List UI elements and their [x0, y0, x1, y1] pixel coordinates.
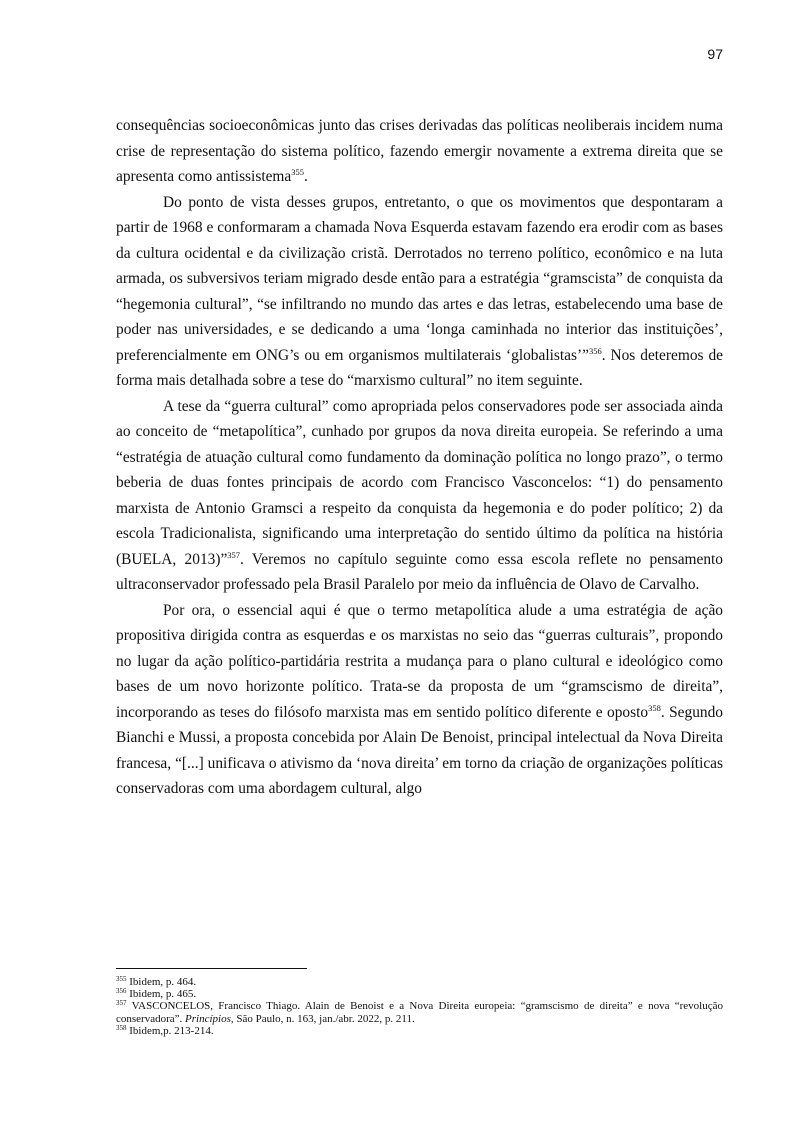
footnote	[116, 1025, 723, 1037]
footnote-number: 357	[116, 999, 127, 1008]
italic-text: Princípios	[185, 1012, 231, 1025]
footnote-number: 356	[116, 987, 127, 996]
paragraph	[116, 394, 723, 598]
text-run: .	[303, 168, 308, 185]
page-number: 97	[707, 46, 723, 62]
footnote	[116, 1000, 723, 1024]
text-run: Ibidem, p. 465.	[129, 988, 197, 1001]
paragraph	[116, 113, 723, 190]
body-text	[116, 113, 723, 802]
text-run: VASCONCELOS, Francisco Thiago. Alain de Benoist e a Nova Direita europeia: “gramscismo de direita” e nova “revolução conservadora”.	[116, 1000, 723, 1025]
text-run: . Veremos no capítulo seguinte como essa escola reflete no pensamento ultraconservador professado pela Brasil Paralelo por meio da influência de Olavo de Carvalho.	[116, 550, 724, 593]
footnote-number: 355	[116, 975, 127, 983]
paragraph	[116, 598, 723, 802]
text-run: Ibidem, p. 464.	[129, 976, 197, 988]
footnote	[116, 988, 723, 1000]
text-run: , São Paulo, n. 163, jan./abr. 2022, p. 211.	[230, 1012, 415, 1025]
text-run: Ibidem,p. 213-214.	[129, 1024, 214, 1037]
footnote-reference[interactable]: 358	[648, 702, 661, 713]
text-run: . Nos deteremos de forma mais detalhada sobre a tese do “marxismo cultural” no item seguinte.	[116, 346, 723, 389]
footnote-number: 358	[116, 1023, 127, 1032]
footnote	[116, 976, 723, 988]
footnote-reference[interactable]: 355	[291, 167, 304, 177]
footnotes	[116, 976, 723, 1037]
footnote-separator	[116, 968, 307, 969]
text-run: Por ora, o essencial aqui é que o termo metapolítica alude a uma estratégia de ação propositiva dirigida contra as esquerdas e os marxistas no seio das “guerras culturais”, propondo no lugar da ação político-partidária restrita a mudança para o plano cultural e ideológico como bases de um novo horizonte político. Trata-se da proposta de um “gramscismo de direita”, incorporando as teses do filósofo marxista mas em sentido político diferente e oposto	[116, 601, 723, 721]
text-run: Do ponto de vista desses grupos, entretanto, o que os movimentos que despontaram a partir de 1968 e conformaram a chamada Nova Esquerda estavam fazendo era erodir com as bases da cultura ocidental e da civilização cristã. Derrotados no terreno político, econômico e na luta armada, os subversivos teriam migrado desde então para a estratégia “gramscista” de conquista da “hegemonia cultural”, “se infiltrando no mundo das artes e das letras, estabelecendo uma base de poder nas universidades, e se dedicando a uma ‘longa caminhada no interior das instituições’, preferencialmente em ONG’s ou em organismos multilaterais ‘globalistas’”	[116, 193, 723, 364]
text-run: consequências socioeconômicas junto das crises derivadas das políticas neoliberais incidem numa crise de representação do sistema político, fazendo emergir novamente a extrema direita que se apresenta como antissistema	[116, 117, 723, 185]
text-run: . Segundo Bianchi e Mussi, a proposta concebida por Alain De Benoist, principal intelectual da Nova Direita francesa, “[...] unificava o ativismo da ‘nova direita’ em torno da criação de organizações políticas conservadoras com uma abordagem cultural, algo	[116, 703, 723, 797]
paragraph	[116, 190, 723, 394]
footnote-reference[interactable]: 356	[588, 345, 602, 356]
text-run: A tese da “guerra cultural” como apropriada pelos conservadores pode ser associada ainda ao conceito de “metapolítica”, cunhado por grupos da nova direita europeia. Se referindo a uma “estratégia de atuação cultural como fundamento da dominação política no longo prazo”, o termo beberia de duas fontes principais de acordo com Francisco Vasconcelos: “1) do pensamento marxista de Antonio Gramsci a respeito da conquista da hegemonia e do poder político; 2) da escola Tradicionalista, significando uma interpretação do sentido último da política na história (BUELA, 2013)”	[116, 397, 723, 568]
footnote-reference[interactable]: 357	[227, 549, 241, 560]
